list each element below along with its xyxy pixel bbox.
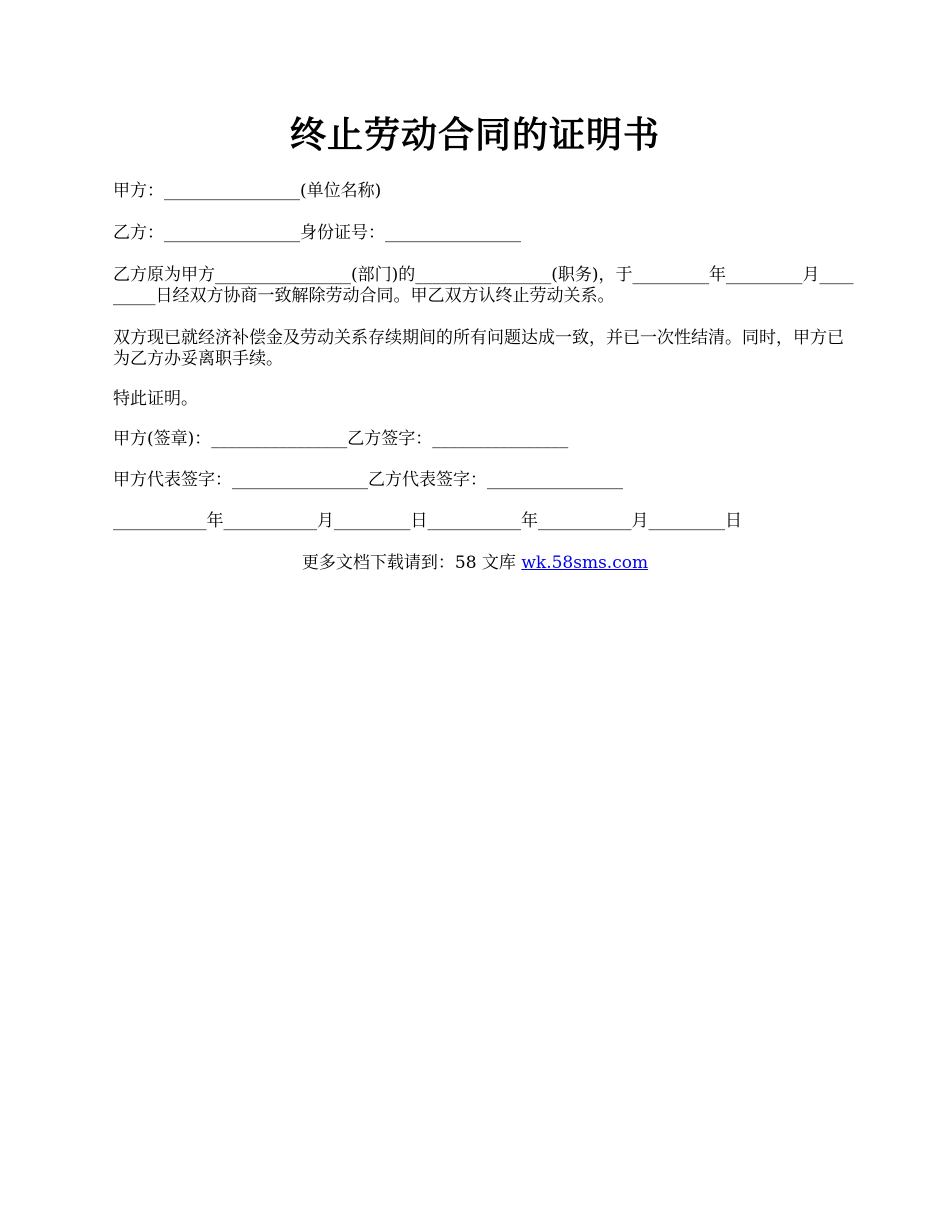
footer-link[interactable]: wk.58sms.com [521,553,649,573]
termination-statement: 乙方原为甲方________________(部门)的________________(职务)，于_________年_________月_________日经双方协商一致解除劳动合同。甲乙双方认终止劳动关系。 [113,265,854,306]
party-b-line: 乙方：________________身份证号：________________ [113,223,521,243]
download-footer [0,553,950,574]
signature-line: 甲方(签章)：________________乙方签字：________________ [113,429,569,449]
document-title: 终止劳动合同的证明书 [289,114,660,156]
date-line: ___________年___________月_________日___________年___________月_________日 [113,511,742,531]
representative-signature-line: 甲方代表签字：________________乙方代表签字：________________ [113,470,623,490]
settlement-statement: 双方现已就经济补偿金及劳动关系存续期间的所有问题达成一致，并已一次性结清。同时，甲方已为乙方办妥离职手续。 [113,328,844,369]
footer-text: 更多文档下载请到：58 文库 [301,553,522,573]
party-a-line: 甲方：________________(单位名称) [113,181,382,201]
certification-line: 特此证明。 [113,389,198,409]
